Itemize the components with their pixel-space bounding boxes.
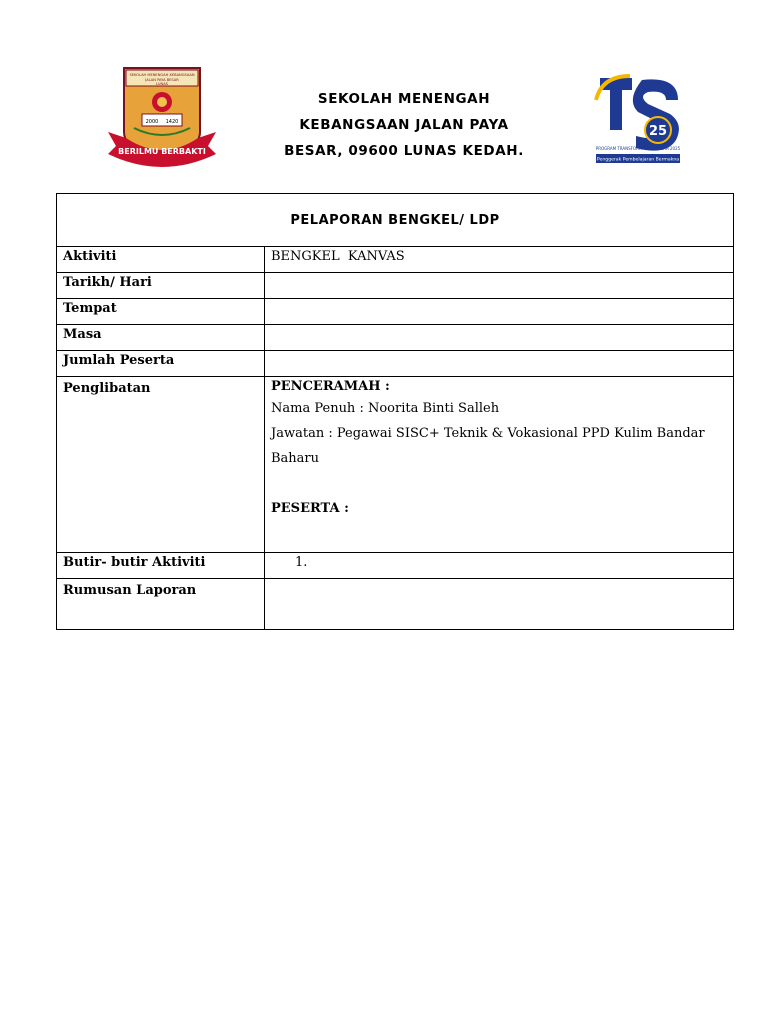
svg-text:2000: 2000 (145, 119, 159, 125)
table-row (57, 273, 734, 299)
svg-text:LUNAS: LUNAS (156, 82, 168, 86)
report-title: PELAPORAN BENGKEL/ LDP (57, 194, 734, 247)
jumlah-peserta-label: Jumlah Peserta (57, 351, 265, 377)
penglibatan-value[interactable] (265, 377, 734, 553)
svg-text:PROGRAM TRANSFORMASI SEKOLAH 2: PROGRAM TRANSFORMASI SEKOLAH 2025 (595, 146, 681, 151)
rumusan-laporan-value[interactable] (265, 579, 734, 630)
tempat-value[interactable] (265, 299, 734, 325)
svg-text:25: 25 (648, 124, 668, 139)
table-row (57, 553, 734, 579)
table-row (57, 247, 734, 273)
table-row (57, 377, 734, 553)
svg-text:JALAN PAYA BESAR: JALAN PAYA BESAR (145, 78, 179, 82)
report-table (56, 193, 734, 630)
svg-text:1420: 1420 (165, 119, 179, 125)
tarikh-label: Tarikh/ Hari (57, 273, 265, 299)
peserta-heading: PESERTA : (271, 501, 349, 516)
svg-text:Penggerak Pembelajaran Bermakn: Penggerak Pembelajaran Bermakna (596, 157, 680, 163)
ts25-logo (592, 70, 684, 166)
school-name-line-3: BESAR, 09600 LUNAS KEDAH. (284, 143, 524, 159)
masa-label: Masa (57, 325, 265, 351)
aktiviti-label: Aktiviti (57, 247, 265, 273)
tempat-label: Tempat (57, 299, 265, 325)
penceramah-nama: Nama Penuh : Noorita Binti Salleh (271, 401, 500, 416)
penglibatan-label: Penglibatan (57, 377, 265, 553)
school-crest-logo (104, 62, 220, 172)
jumlah-peserta-value[interactable] (265, 351, 734, 377)
school-name-line-2: KEBANGSAAN JALAN PAYA (299, 117, 509, 133)
penceramah-jawatan-line-1: Jawatan : Pegawai SISC+ Teknik & Vokasional PPD Kulim Bandar (271, 426, 705, 441)
aktiviti-value: BENGKEL KANVAS (265, 247, 734, 273)
tarikh-value[interactable] (265, 273, 734, 299)
table-row (57, 351, 734, 377)
butir-list-item: 1. (295, 555, 308, 570)
penceramah-heading: PENCERAMAH : (271, 379, 390, 394)
table-row (57, 325, 734, 351)
table-row (57, 299, 734, 325)
school-name (260, 86, 548, 164)
butir-aktiviti-value[interactable] (265, 553, 734, 579)
school-name-line-1: SEKOLAH MENENGAH (317, 91, 491, 107)
butir-aktiviti-label: Butir- butir Aktiviti (57, 553, 265, 579)
page-header (0, 0, 768, 180)
table-row (57, 579, 734, 630)
crest-motto: BERILMU BERBAKTI (118, 147, 206, 156)
masa-value[interactable] (265, 325, 734, 351)
svg-text:SEKOLAH MENENGAH KEBANGSAAN: SEKOLAH MENENGAH KEBANGSAAN (129, 73, 195, 77)
rumusan-laporan-label: Rumusan Laporan (57, 579, 265, 630)
report-title-row (57, 194, 734, 247)
penceramah-jawatan-line-2: Baharu (271, 451, 320, 466)
